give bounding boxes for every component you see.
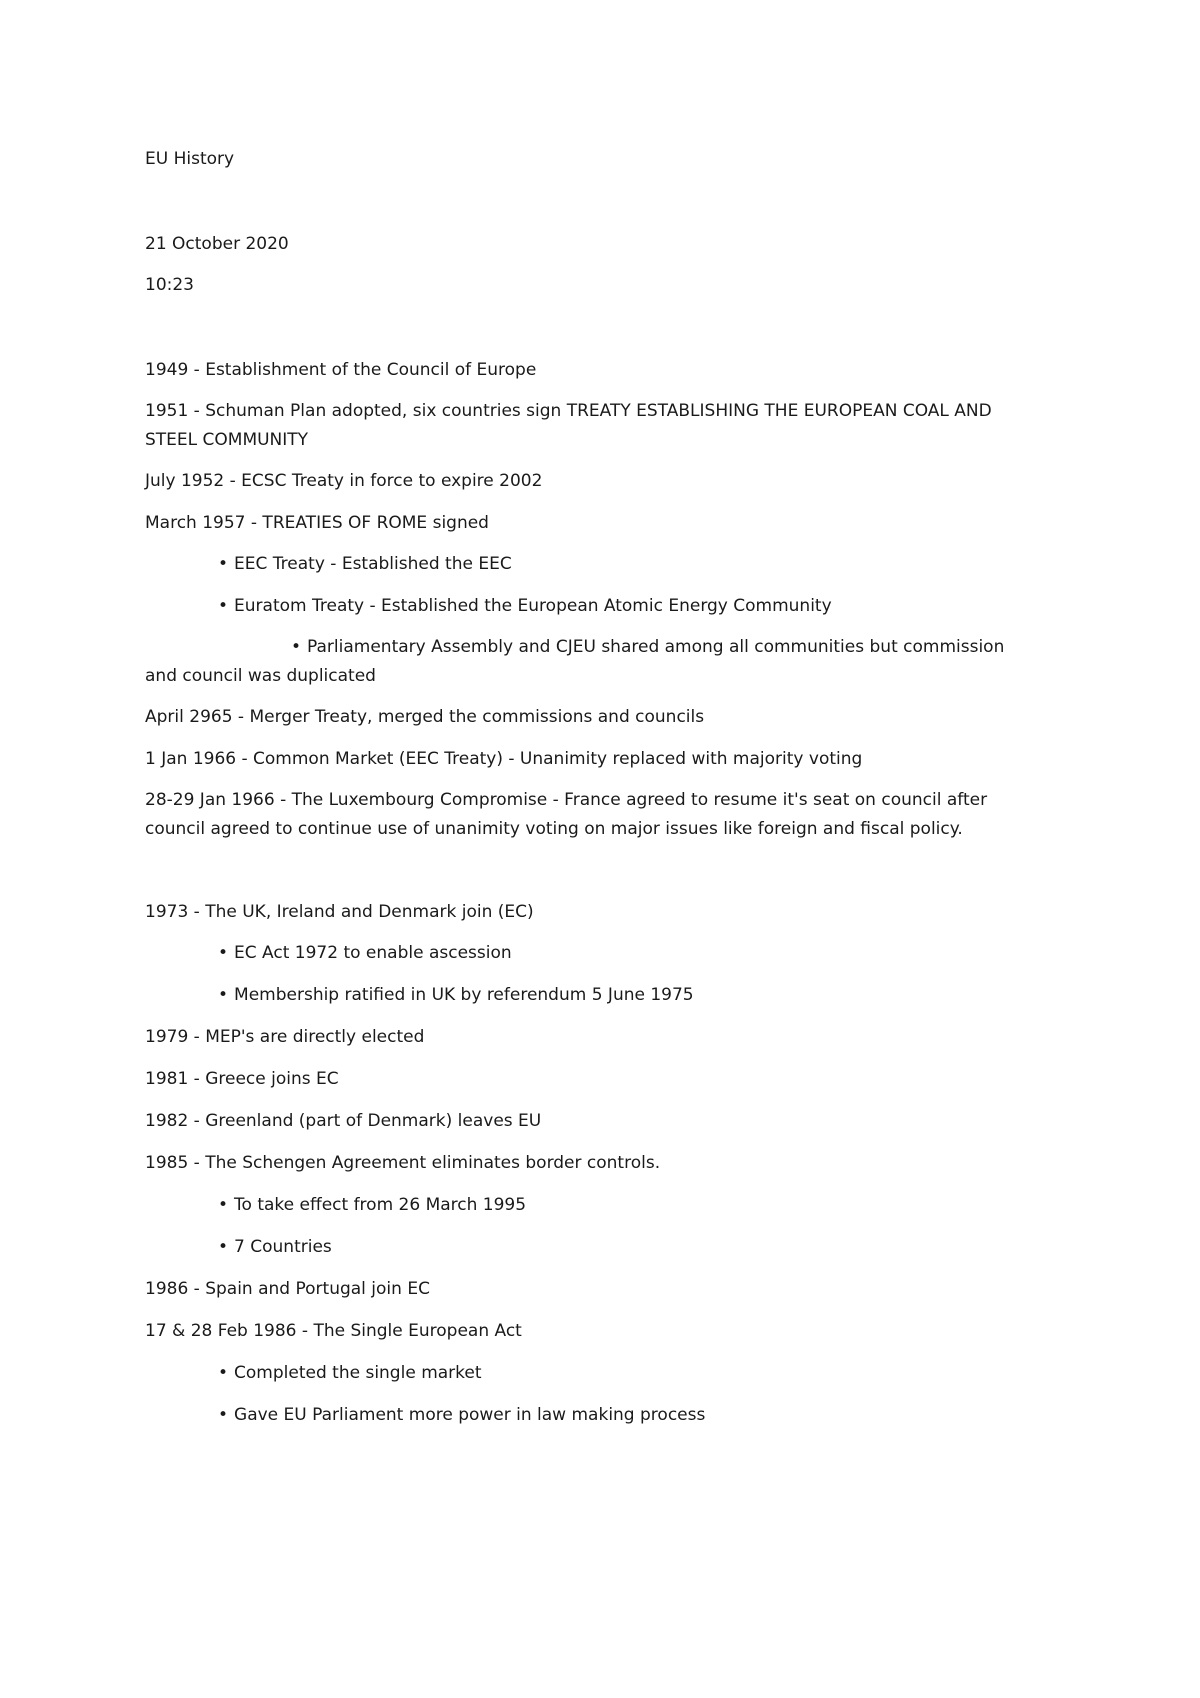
timeline-entry-1982: 1982 - Greenland (part of Denmark) leaves EU [145, 1111, 542, 1131]
list-item [218, 550, 1045, 579]
bullet-icon: • [218, 1195, 229, 1215]
timeline-entry-1949: 1949 - Establishment of the Council of Europe [145, 360, 537, 380]
list-item-text: EC Act 1972 to enable ascession [234, 943, 512, 963]
list-item [145, 633, 1025, 691]
timeline-entry-july-1952: July 1952 - ECSC Treaty in force to expire 2002 [145, 471, 543, 491]
list-item-text: Membership ratified in UK by referendum 5 June 1975 [234, 985, 694, 1005]
list-item [218, 1233, 1045, 1262]
list-item-text: Gave EU Parliament more power in law making process [234, 1405, 706, 1425]
list-item-text: Completed the single market [234, 1363, 482, 1383]
timeline-entry-1973: 1973 - The UK, Ireland and Denmark join (EC) [145, 902, 534, 922]
timeline-entry-1979: 1979 - MEP's are directly elected [145, 1027, 425, 1047]
note-date: 21 October 2020 [145, 234, 289, 254]
list-item [218, 1191, 1045, 1220]
list-item [218, 1401, 1045, 1430]
note-time: 10:23 [145, 275, 194, 295]
timeline-entry-1985: 1985 - The Schengen Agreement eliminates border controls. [145, 1153, 661, 1173]
list-item [218, 981, 1045, 1010]
timeline-entry-1981: 1981 - Greece joins EC [145, 1069, 339, 1089]
list-item-text: Parliamentary Assembly and CJEU shared among all communities but commission and council was duplicated [145, 637, 1005, 686]
timeline-entry-1951: 1951 - Schuman Plan adopted, six countries sign TREATY ESTABLISHING THE EUROPEAN COAL AND STEEL COMMUNITY [145, 401, 992, 450]
list-item-text: EEC Treaty - Established the EEC [234, 554, 512, 574]
list-item-text: 7 Countries [234, 1237, 332, 1257]
timeline-entry-march-1957: March 1957 - TREATIES OF ROME signed [145, 513, 489, 533]
bullet-icon: • [218, 596, 229, 616]
bullet-icon: • [218, 943, 229, 963]
list-item [218, 592, 1045, 621]
timeline-entry-feb-1986: 17 & 28 Feb 1986 - The Single European Act [145, 1321, 522, 1341]
timeline-entry-april-2965: April 2965 - Merger Treaty, merged the commissions and councils [145, 707, 705, 727]
list-item-text: Euratom Treaty - Established the European Atomic Energy Community [234, 596, 832, 616]
bullet-icon: • [218, 985, 229, 1005]
bullet-icon: • [218, 1363, 229, 1383]
bullet-icon: • [291, 637, 302, 657]
list-item-text: To take effect from 26 March 1995 [234, 1195, 527, 1215]
timeline-entry-1986: 1986 - Spain and Portugal join EC [145, 1279, 430, 1299]
bullet-icon: • [218, 1237, 229, 1257]
page-title: EU History [145, 149, 235, 169]
timeline-entry-luxembourg-compromise: 28-29 Jan 1966 - The Luxembourg Compromise - France agreed to resume it's seat on council after council agreed to continue use of unanimity voting on major issues like foreign and fiscal policy. [145, 790, 988, 839]
list-item [218, 1359, 1045, 1388]
timeline-entry-jan-1966: 1 Jan 1966 - Common Market (EEC Treaty) - Unanimity replaced with majority voting [145, 749, 863, 769]
bullet-icon: • [218, 554, 229, 574]
list-item [218, 939, 1045, 968]
bullet-icon: • [218, 1405, 229, 1425]
